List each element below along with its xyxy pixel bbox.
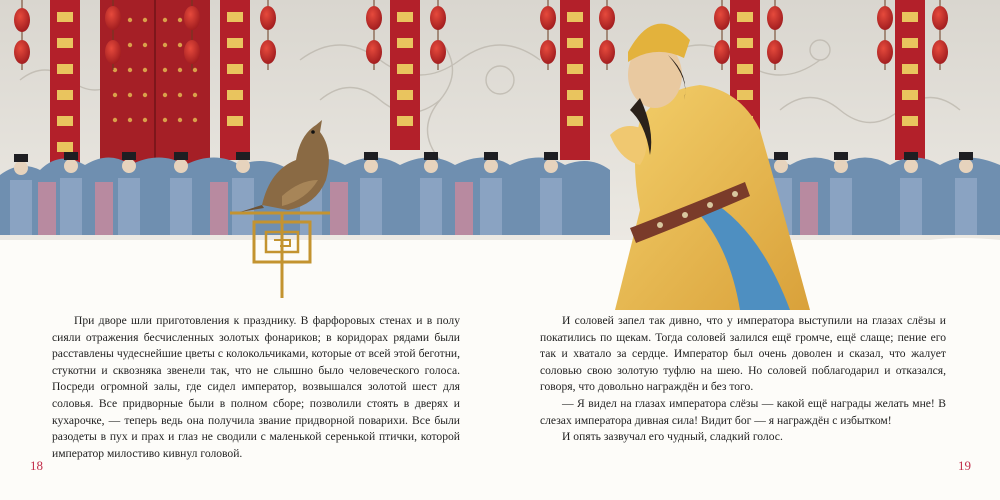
paragraph: — Я видел на глазах императора слёзы — какой ещё награды желать мне! В слезах императора дивная сила! Видит бог — я награждён с избытком! [540, 396, 946, 427]
paragraph: И опять зазвучал его чудный, сладкий голос. [562, 430, 783, 444]
paragraph: При дворе шли приготовления к празднику. В фарфоровых стенах и в полу сияли отражения бесчисленных золотых фонариков; в коридорах рядами были расставлены чудеснейшие цветы с колокольчиками, которые от всей этой беготни, стукотни и сквозняка звенели так, что не слышно было человеческого голоса. Посреди огромной залы, где сидел император, возвышался золотой шест для соловья. Все придворные были в полном сборе; позволили стоять в дверях и кухарочке, — теперь ведь она получила звание придворной поварихи. Все были разодеты в пух и прах и глаз не сводили с маленькой серенькой птички, которой император милостиво кивнул головой. [52, 314, 460, 460]
page-number-right: 19 [958, 458, 971, 473]
right-page-text [540, 313, 946, 446]
page-number-left: 18 [30, 458, 43, 473]
left-page-text [52, 313, 460, 462]
courtier-crowd [0, 152, 1000, 235]
paragraph: И соловей запел так дивно, что у императора выступили на глазах слёзы и покатились по щекам. Тогда соловей залился ещё громче, ещё слаще; пение его так и хватало за сердце. Император был очень доволен и сказал, что жалует соловью свою золотую туфлю на шею. Но соловей поблагодарил и отказался, говоря, что довольно награждён и без того. [540, 314, 946, 394]
